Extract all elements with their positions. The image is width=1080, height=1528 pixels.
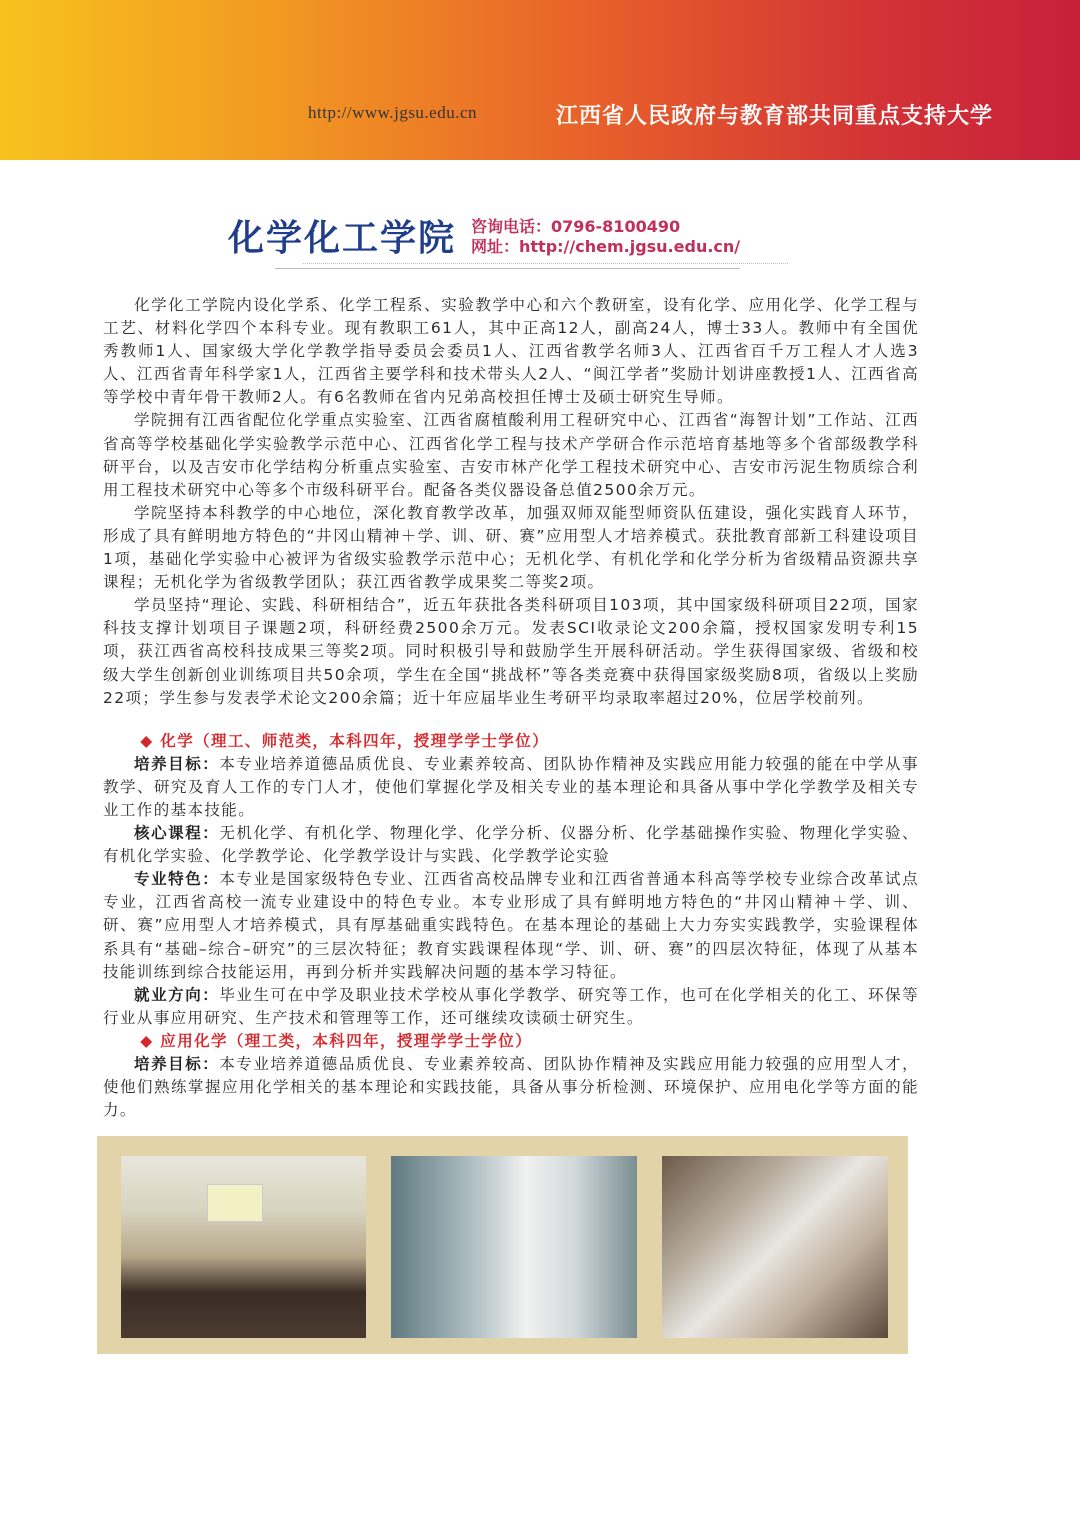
item-text: 毕业生可在中学及职业技术学校从事化学教学、研究等工作，也可在化学相关的化工、环保等行业从事应用研究、生产技术和管理等工作，还可继续攻读硕士研究生。 (103, 985, 919, 1027)
header-banner (0, 0, 1080, 160)
photo-lab-workshop (662, 1156, 888, 1338)
major-item (103, 822, 919, 868)
item-label: 就业方向： (134, 985, 220, 1004)
projector-screen (207, 1184, 263, 1222)
photo-classroom (121, 1156, 366, 1338)
university-slogan: 江西省人民政府与教育部共同重点支持大学 (556, 104, 994, 129)
college-website[interactable]: 网址：http://chem.jgsu.edu.cn/ (471, 237, 741, 256)
photo-laboratory (391, 1156, 637, 1338)
item-text: 无机化学、有机化学、物理化学、化学分析、仪器分析、化学基础操作实验、物理化学实验、有机化学实验、化学教学论、化学教学设计与实践、化学教学论实验 (103, 824, 919, 866)
divider (303, 263, 788, 264)
phone: 咨询电话：0796-8100490 (471, 217, 681, 236)
photo-strip (97, 1136, 908, 1354)
body-text (103, 294, 919, 1122)
intro-paragraph: 学院坚持本科教学的中心地位，深化教育教学改革，加强双师双能型师资队伍建设，强化实践育人环节，形成了具有鲜明地方特色的“井冈山精神＋学、训、研、赛”应用型人才培养模式。获批教育部新工科建设项目1项，基础化学实验中心被评为省级实验教学示范中心；无机化学、有机化学和化学分析为省级精品资源共享课程；无机化学为省级教学团队；获江西省教学成果奖二等奖2项。 (103, 503, 919, 592)
major-item (103, 1053, 919, 1122)
major-item (103, 753, 919, 822)
intro-paragraph: 学院拥有江西省配位化学重点实验室、江西省腐植酸利用工程研究中心、江西省“海智计划”工作站、江西省高等学校基础化学实验教学示范中心、江西省化学工程与技术产学研合作示范培育基地等多个省部级教学科研平台，以及吉安市化学结构分析重点实验室、吉安市林产化学工程技术研究中心、吉安市污泥生物质综合利用工程技术研究中心等多个市级科研平台。配备各类仪器设备总值2500余万元。 (103, 411, 919, 499)
major-heading: ◆ 应用化学（理工类，本科四年，授理学学士学位） (140, 1031, 533, 1050)
item-label: 培养目标： (134, 1055, 220, 1073)
item-text: 本专业是国家级特色专业、江西省高校品牌专业和江西省普通本科高等学校专业综合改革试点专业，江西省高校一流专业建设中的特色专业。本专业形成了具有鲜明地方特色的“井冈山精神＋学、训、研、赛”应用型人才培养模式，具有厚基础重实践特色。在基本理论的基础上大力夯实实践教学，实验课程体系具有“基础–综合–研究”的三层次特征；教育实践课程体现“学、训、研、赛”的四层次特征，体现了从基本技能训练到综合技能运用，再到分析并实践解决问题的基本学习特征。 (103, 870, 919, 981)
item-label: 专业特色： (134, 870, 220, 889)
intro-paragraph: 化学化工学院内设化学系、化学工程系、实验教学中心和六个教研室，设有化学、应用化学、化学工程与工艺、材料化学四个本科专业。现有教职工61人，其中正高12人，副高24人，博士33人。教师中有全国优秀教师1人、国家级大学化学教学指导委员会委员1人、江西省教学名师3人、江西省百千万工程人才人选3人、江西省青年科学家1人，江西省主要学科和技术带头人2人、“闽江学者”奖励计划讲座教授1人、江西省高等学校中青年骨干教师2人。有6名教师在省内兄弟高校担任博士及硕士研究生导师。 (103, 296, 919, 407)
major-item (103, 868, 919, 983)
major-heading: ◆ 化学（理工、师范类，本科四年，授理学学士学位） (140, 731, 550, 750)
intro-paragraph: 学员坚持“理论、实践、科研相结合”，近五年获批各类科研项目103项，其中国家级科研项目22项，国家科技支撑计划项目子课题2项，科研经费2500余万元。发表SCI收录论文200余篇，授权国家发明专利15项，获江西省高校科技成果三等奖2项。同时积极引导和鼓励学生开展科研活动。学生获得国家级、省级和校级大学生创新创业训练项目共50余项，学生在全国“挑战杯”等各类竞赛中获得国家级奖励8项，省级以上奖励22项；学生参与发表学术论文200余篇；近十年应届毕业生考研平均录取率超过20%，位居学校前列。 (103, 596, 919, 707)
divider (275, 268, 740, 269)
page-title: 化学化工学院 (228, 218, 457, 259)
item-text: 本专业培养道德品质优良、专业素养较高、团队协作精神及实践应用能力较强的应用型人才，使他们熟练掌握应用化学相关的基本理论和实践技能，具备从事分析检测、环境保护、应用电化学等方面的能力。 (103, 1055, 919, 1120)
major-item (103, 984, 919, 1030)
item-text: 本专业培养道德品质优良、专业素养较高、团队协作精神及实践应用能力较强的能在中学从事教学、研究及育人工作的专门人才，使他们掌握化学及相关专业的基本理论和具备从事中学化学教学及相关专业工作的基本技能。 (103, 754, 919, 819)
item-label: 核心课程： (134, 824, 220, 843)
website-url[interactable]: http://www.jgsu.edu.cn (308, 103, 478, 122)
item-label: 培养目标： (134, 754, 220, 773)
contact-info (471, 217, 740, 257)
